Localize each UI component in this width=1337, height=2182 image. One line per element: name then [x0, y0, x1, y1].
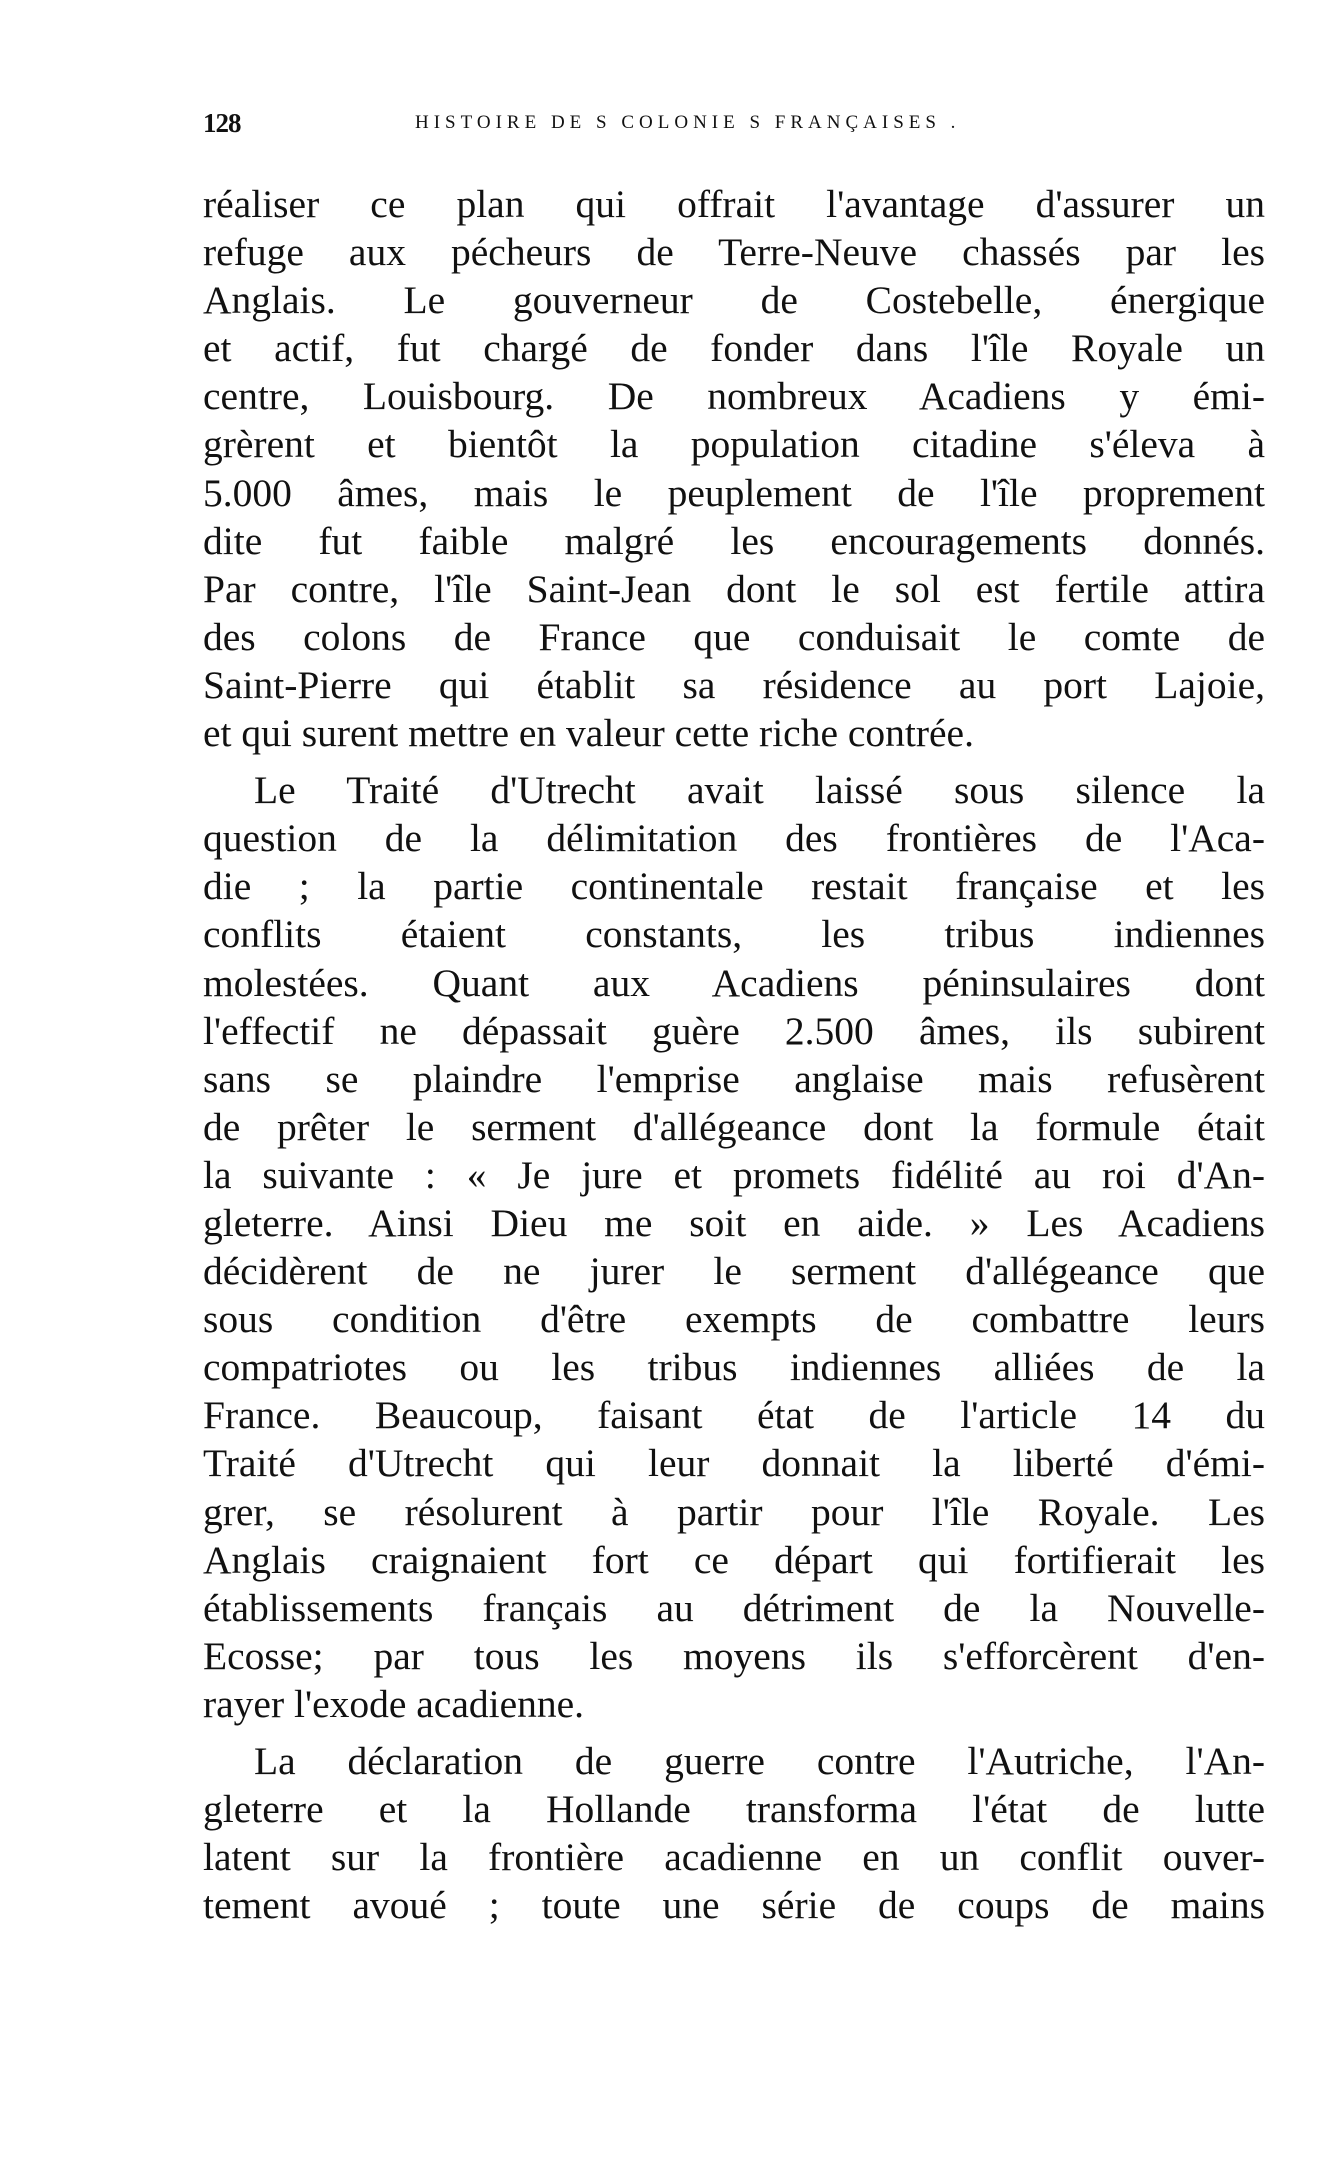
text-line: la suivante : « Je jure et promets fidélité au roi d'An- [203, 1152, 1265, 1197]
text-line: France. Beaucoup, faisant état de l'article 14 du [203, 1393, 1265, 1438]
text-line: Ecosse; par tous les moyens ils s'efforcèrent d'en- [203, 1633, 1265, 1678]
text-line: Par contre, l'île Saint-Jean dont le sol est fertile attira [203, 566, 1265, 611]
text-line: grèrent et bientôt la population citadine s'éleva à [203, 422, 1265, 467]
page-number: 128 [203, 108, 241, 138]
text-line: sous condition d'être exempts de combattre leurs [203, 1297, 1265, 1342]
text-line: centre, Louisbourg. De nombreux Acadiens y émi- [203, 374, 1265, 419]
text-line: Anglais. Le gouverneur de Costebelle, énergique [203, 278, 1265, 323]
running-title: HISTOIRE DE S COLONIE S FRANÇAISES . [415, 112, 961, 133]
text-line: die ; la partie continentale restait française et les [203, 864, 1265, 909]
text-line: conflits étaient constants, les tribus indiennes [203, 912, 1265, 957]
text-line: compatriotes ou les tribus indiennes alliées de la [203, 1345, 1265, 1390]
paragraph-1 [203, 180, 1265, 757]
text-line: des colons de France que conduisait le comte de [203, 614, 1265, 659]
text-line: tement avoué ; toute une série de coups de mains [203, 1883, 1265, 1928]
text-line: molestées. Quant aux Acadiens péninsulaires dont [203, 960, 1265, 1005]
text-line: question de la délimitation des frontières de l'Aca- [203, 816, 1265, 861]
text-line: latent sur la frontière acadienne en un conflit ouver- [203, 1835, 1265, 1880]
text-line: grer, se résolurent à partir pour l'île Royale. Les [203, 1489, 1265, 1534]
paragraph-2 [203, 766, 1265, 1728]
text-line: rayer l'exode acadienne. [203, 1681, 585, 1726]
text-line: refuge aux pécheurs de Terre-Neuve chassés par les [203, 230, 1265, 275]
text-line: Traité d'Utrecht qui leur donnait la liberté d'émi- [203, 1441, 1265, 1486]
running-head [203, 108, 1063, 148]
text-line: La déclaration de guerre contre l'Autriche, l'An- [254, 1739, 1265, 1783]
text-line: et actif, fut chargé de fonder dans l'île Royale un [203, 326, 1265, 371]
text-line: établissements français au détriment de la Nouvelle- [203, 1585, 1265, 1630]
text-line: Anglais craignaient fort ce départ qui fortifierait les [203, 1537, 1265, 1582]
text-line: de prêter le serment d'allégeance dont la formule était [203, 1104, 1265, 1149]
text-line: décidèrent de ne jurer le serment d'allégeance que [203, 1249, 1265, 1294]
text-line: et qui surent mettre en valeur cette riche contrée. [203, 711, 974, 756]
text-line: dite fut faible malgré les encouragements donnés. [203, 518, 1265, 563]
text-line: gleterre et la Hollande transforma l'état de lutte [203, 1787, 1265, 1832]
text-line: Le Traité d'Utrecht avait laissé sous silence la [254, 768, 1265, 813]
text-line: gleterre. Ainsi Dieu me soit en aide. » Les Acadiens [203, 1200, 1265, 1245]
text-line: réaliser ce plan qui offrait l'avantage d'assurer un [203, 182, 1265, 226]
text-line: Saint-Pierre qui établit sa résidence au port Lajoie, [203, 662, 1265, 707]
paragraph-3 [203, 1737, 1265, 1929]
text-line: l'effectif ne dépassait guère 2.500 âmes, ils subirent [203, 1008, 1265, 1053]
text-line: sans se plaindre l'emprise anglaise mais refusèrent [203, 1056, 1265, 1101]
text-line: 5.000 âmes, mais le peuplement de l'île proprement [203, 470, 1265, 515]
body-text [203, 180, 1265, 1938]
